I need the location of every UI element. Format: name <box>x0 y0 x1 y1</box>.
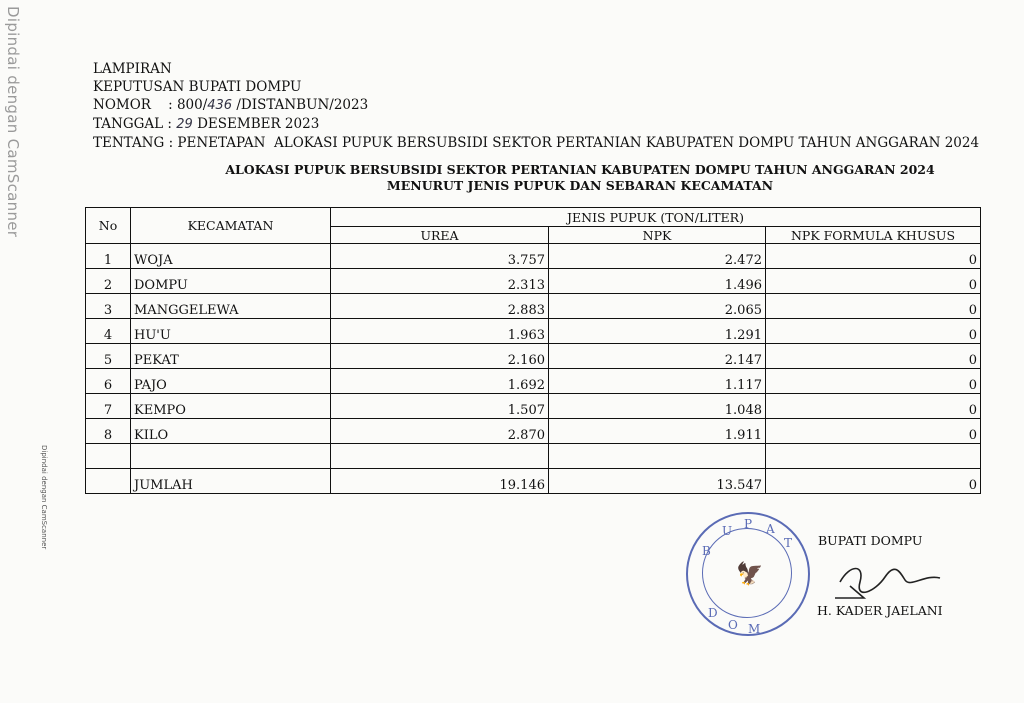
empty-row <box>86 444 981 469</box>
row-urea: 2.883 <box>331 294 549 319</box>
table-row <box>86 269 981 294</box>
row-no: 5 <box>86 344 131 369</box>
table-row <box>86 244 981 269</box>
total-row <box>86 469 981 494</box>
row-npk-fk: 0 <box>766 344 981 369</box>
row-no: 3 <box>86 294 131 319</box>
row-npk: 2.065 <box>549 294 766 319</box>
table-row <box>86 294 981 319</box>
row-npk: 2.472 <box>549 244 766 269</box>
header-keputusan: KEPUTUSAN BUPATI DOMPU <box>93 79 302 95</box>
row-npk-fk: 0 <box>766 419 981 444</box>
col-no: No <box>86 208 131 244</box>
row-kecamatan: PEKAT <box>131 344 331 369</box>
header-nomor: NOMOR : 800/436 /DISTANBUN/2023 <box>93 97 369 113</box>
row-no: 6 <box>86 369 131 394</box>
row-npk-fk: 0 <box>766 319 981 344</box>
row-npk-fk: 0 <box>766 269 981 294</box>
table-row <box>86 419 981 444</box>
camscanner-watermark-small: Dipindai dengan CamScanner <box>40 445 48 550</box>
col-npk: NPK <box>549 227 766 244</box>
camscanner-watermark: Dipindai dengan CamScanner <box>4 6 22 238</box>
table-row <box>86 369 981 394</box>
row-npk-fk: 0 <box>766 394 981 419</box>
row-npk-fk: 0 <box>766 294 981 319</box>
row-no: 2 <box>86 269 131 294</box>
handwritten-number: 436 <box>207 98 233 113</box>
col-npk-formula-khusus: NPK FORMULA KHUSUS <box>766 227 981 244</box>
row-urea: 1.507 <box>331 394 549 419</box>
document-title: ALOKASI PUPUK BERSUBSIDI SEKTOR PERTANIAN KABUPATEN DOMPU TAHUN ANGGARAN 2024 MENURUT JENIS PUPUK DAN SEBARAN KECAMATAN <box>225 162 935 193</box>
row-kecamatan: PAJO <box>131 369 331 394</box>
row-no: 7 <box>86 394 131 419</box>
header-tentang: TENTANG : PENETAPAN ALOKASI PUPUK BERSUBSIDI SEKTOR PERTANIAN KABUPATEN DOMPU TAHUN ANGGARAN 2024 <box>93 135 980 151</box>
allocation-table <box>85 207 981 494</box>
total-label: JUMLAH <box>131 469 331 494</box>
col-jenis-pupuk: JENIS PUPUK (TON/LITER) <box>331 208 981 227</box>
row-no: 1 <box>86 244 131 269</box>
row-npk: 1.291 <box>549 319 766 344</box>
row-npk: 2.147 <box>549 344 766 369</box>
table-row <box>86 394 981 419</box>
total-npk: 13.547 <box>549 469 766 494</box>
row-kecamatan: MANGGELEWA <box>131 294 331 319</box>
row-kecamatan: KEMPO <box>131 394 331 419</box>
official-stamp: B U P A T D O M 🦅 <box>686 512 810 636</box>
handwritten-signature <box>830 556 950 600</box>
row-kecamatan: WOJA <box>131 244 331 269</box>
row-npk-fk: 0 <box>766 244 981 269</box>
header-tanggal: TANGGAL : 29 DESEMBER 2023 <box>93 116 320 132</box>
handwritten-day: 29 <box>176 117 193 132</box>
row-npk: 1.117 <box>549 369 766 394</box>
row-urea: 1.692 <box>331 369 549 394</box>
signatory-name: H. KADER JAELANI <box>817 603 943 618</box>
garuda-emblem-icon: 🦅 <box>736 562 764 587</box>
table-row <box>86 319 981 344</box>
signature-title: BUPATI DOMPU <box>818 533 923 548</box>
row-kecamatan: DOMPU <box>131 269 331 294</box>
header-lampiran: LAMPIRAN <box>93 61 172 77</box>
row-no: 8 <box>86 419 131 444</box>
row-no: 4 <box>86 319 131 344</box>
col-kecamatan: KECAMATAN <box>131 208 331 244</box>
row-npk: 1.496 <box>549 269 766 294</box>
row-npk-fk: 0 <box>766 369 981 394</box>
row-npk: 1.048 <box>549 394 766 419</box>
row-urea: 2.313 <box>331 269 549 294</box>
col-urea: UREA <box>331 227 549 244</box>
table-row <box>86 344 981 369</box>
row-kecamatan: HU'U <box>131 319 331 344</box>
document-header <box>93 60 979 152</box>
total-npk-fk: 0 <box>766 469 981 494</box>
row-urea: 3.757 <box>331 244 549 269</box>
row-urea: 2.870 <box>331 419 549 444</box>
row-npk: 1.911 <box>549 419 766 444</box>
row-kecamatan: KILO <box>131 419 331 444</box>
row-urea: 1.963 <box>331 319 549 344</box>
row-urea: 2.160 <box>331 344 549 369</box>
total-urea: 19.146 <box>331 469 549 494</box>
